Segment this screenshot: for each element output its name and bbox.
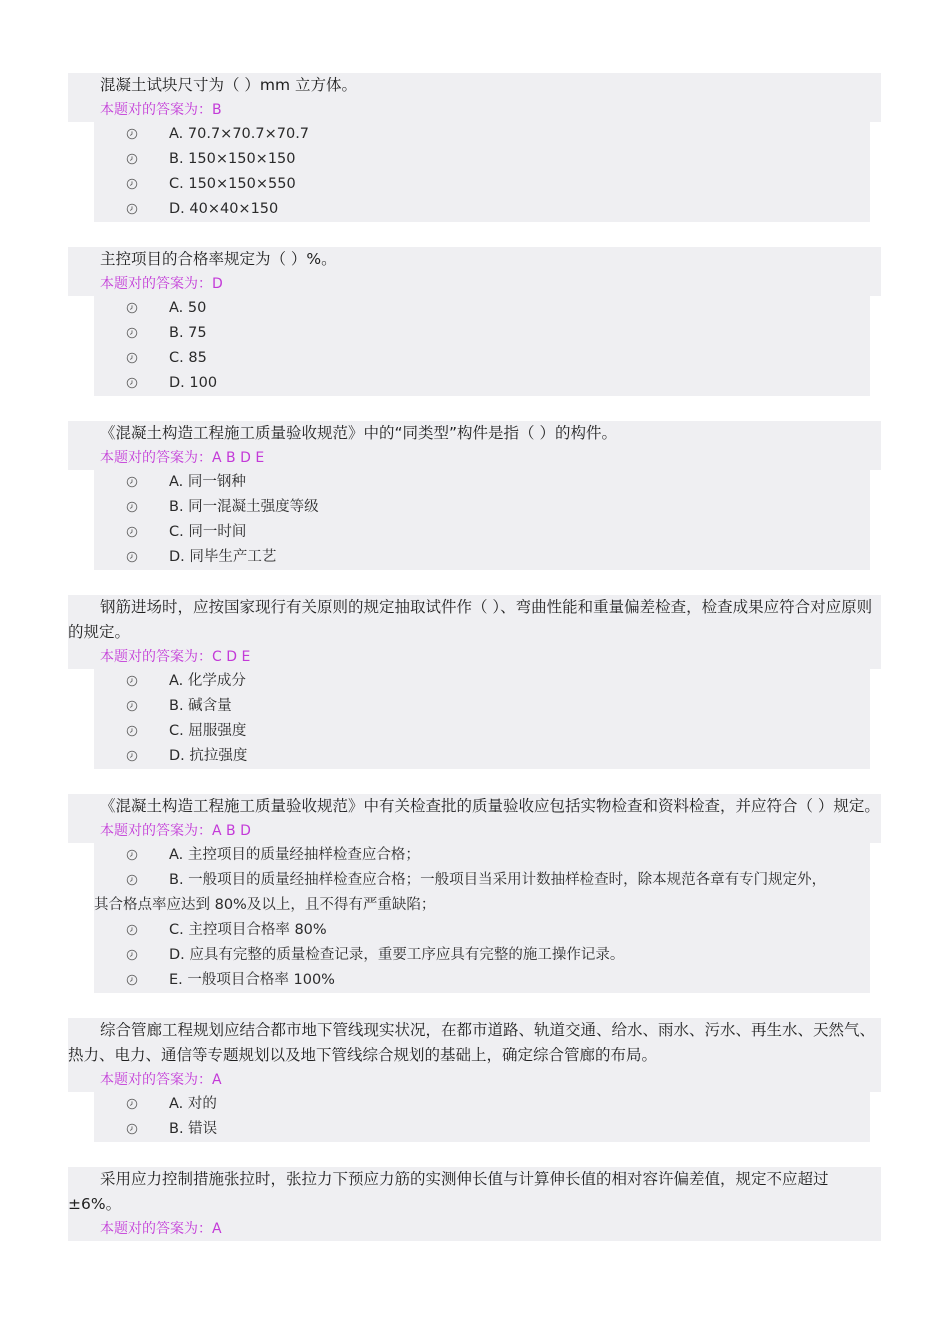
option-label: D. 抗拉强度 bbox=[169, 748, 248, 764]
option-item[interactable] bbox=[94, 1092, 870, 1117]
question-text: 钢筋进场时，应按国家现行有关原则的规定抽取试件作（ ）、弯曲性能和重量偏差检查，检查成果应符合对应原则的规定。 bbox=[68, 598, 873, 641]
answer-prefix: 本题对的答案为： bbox=[100, 823, 212, 839]
radio-clock-icon[interactable] bbox=[94, 172, 169, 190]
question-text: 《混凝土构造工程施工质量验收规范》中有关检查批的质量验收应包括实物检查和资料检查，并应符合（ ）规定。 bbox=[100, 797, 880, 815]
option-item[interactable] bbox=[94, 868, 870, 893]
option-item[interactable] bbox=[94, 744, 870, 769]
answer-value: A bbox=[212, 1072, 222, 1088]
answer-prefix: 本题对的答案为： bbox=[100, 1072, 212, 1088]
answer-value: A B D bbox=[212, 823, 251, 839]
correct-answer bbox=[68, 98, 881, 122]
question-header bbox=[68, 1167, 881, 1241]
option-label: A. 化学成分 bbox=[169, 673, 246, 689]
option-label: D. 应具有完整的质量检查记录，重要工序应具有完整的施工操作记录。 bbox=[169, 947, 625, 963]
option-label: E. 一般项目合格率 100% bbox=[169, 972, 335, 988]
option-label: A. 对的 bbox=[169, 1096, 217, 1112]
option-item[interactable] bbox=[94, 470, 870, 495]
radio-clock-icon[interactable] bbox=[94, 943, 169, 961]
radio-clock-icon[interactable] bbox=[94, 147, 169, 165]
question-header bbox=[68, 595, 881, 669]
option-continuation: 其合格点率应达到 80%及以上，且不得有严重缺陷； bbox=[94, 897, 436, 913]
options-list bbox=[94, 296, 870, 396]
option-label: B. 150×150×150 bbox=[169, 151, 296, 167]
answer-value: D bbox=[212, 276, 223, 292]
options-list bbox=[94, 1092, 870, 1142]
radio-clock-icon[interactable] bbox=[94, 868, 169, 886]
radio-clock-icon[interactable] bbox=[94, 296, 169, 314]
radio-clock-icon[interactable] bbox=[94, 744, 169, 762]
option-label: C. 85 bbox=[169, 350, 207, 366]
option-label: D. 同毕生产工艺 bbox=[169, 549, 277, 565]
radio-clock-icon[interactable] bbox=[94, 719, 169, 737]
option-item[interactable] bbox=[94, 968, 870, 993]
answer-value: C D E bbox=[212, 649, 251, 665]
option-label: D. 100 bbox=[169, 375, 218, 391]
option-item[interactable] bbox=[94, 943, 870, 968]
option-item[interactable] bbox=[94, 918, 870, 943]
option-label: C. 主控项目合格率 80% bbox=[169, 922, 327, 938]
radio-clock-icon[interactable] bbox=[94, 1092, 169, 1110]
question-text: 主控项目的合格率规定为（ ）%。 bbox=[100, 250, 337, 268]
option-item[interactable] bbox=[94, 545, 870, 570]
radio-clock-icon[interactable] bbox=[94, 968, 169, 986]
question-header bbox=[68, 421, 881, 470]
question-text: 《混凝土构造工程施工质量验收规范》中的“同类型”构件是指（ ）的构件。 bbox=[100, 424, 617, 442]
question-text: 混凝土试块尺寸为（ ）mm 立方体。 bbox=[100, 76, 358, 94]
option-item[interactable] bbox=[94, 669, 870, 694]
question-text: 综合管廊工程规划应结合都市地下管线现实状况，在都市道路、轨道交通、给水、雨水、污水、再生水、天然气、热力、电力、通信等专题规划以及地下管线综合规划的基础上，确定综合管廊的布局。 bbox=[68, 1021, 876, 1064]
question-list bbox=[68, 73, 881, 1266]
correct-answer bbox=[68, 446, 881, 470]
option-label: D. 40×40×150 bbox=[169, 201, 279, 217]
answer-value: A B D E bbox=[212, 450, 265, 466]
option-item[interactable] bbox=[94, 1117, 870, 1142]
option-item[interactable] bbox=[94, 346, 870, 371]
question-header bbox=[68, 1018, 881, 1092]
radio-clock-icon[interactable] bbox=[94, 1117, 169, 1135]
option-label: B. 一般项目的质量经抽样检查应合格；一般项目当采用计数抽样检查时，除本规范各章有专门规定外， bbox=[169, 872, 827, 888]
option-item[interactable] bbox=[94, 495, 870, 520]
radio-clock-icon[interactable] bbox=[94, 520, 169, 538]
option-label: C. 150×150×550 bbox=[169, 176, 296, 192]
options-list bbox=[94, 122, 870, 222]
radio-clock-icon[interactable] bbox=[94, 545, 169, 563]
radio-clock-icon[interactable] bbox=[94, 669, 169, 687]
question-header bbox=[68, 247, 881, 296]
answer-value: A bbox=[212, 1221, 222, 1237]
question-block bbox=[68, 1167, 881, 1241]
question-header bbox=[68, 73, 881, 122]
answer-value: B bbox=[212, 102, 222, 118]
radio-clock-icon[interactable] bbox=[94, 122, 169, 140]
options-list bbox=[94, 843, 870, 993]
option-label: B. 同一混凝土强度等级 bbox=[169, 499, 319, 515]
option-item[interactable] bbox=[94, 719, 870, 744]
option-label: B. 碱含量 bbox=[169, 698, 232, 714]
option-item[interactable] bbox=[94, 197, 870, 222]
radio-clock-icon[interactable] bbox=[94, 321, 169, 339]
option-item[interactable] bbox=[94, 321, 870, 346]
question-block bbox=[68, 421, 881, 570]
answer-prefix: 本题对的答案为： bbox=[100, 276, 212, 292]
radio-clock-icon[interactable] bbox=[94, 197, 169, 215]
radio-clock-icon[interactable] bbox=[94, 918, 169, 936]
option-item[interactable] bbox=[94, 520, 870, 545]
radio-clock-icon[interactable] bbox=[94, 694, 169, 712]
question-block bbox=[68, 794, 881, 993]
option-item[interactable] bbox=[94, 122, 870, 147]
option-label: A. 70.7×70.7×70.7 bbox=[169, 126, 310, 142]
answer-prefix: 本题对的答案为： bbox=[100, 1221, 212, 1237]
answer-prefix: 本题对的答案为： bbox=[100, 450, 212, 466]
correct-answer bbox=[68, 645, 881, 669]
question-block bbox=[68, 73, 881, 222]
radio-clock-icon[interactable] bbox=[94, 346, 169, 364]
option-label: B. 错误 bbox=[169, 1121, 218, 1137]
question-header bbox=[68, 794, 881, 843]
option-label: A. 50 bbox=[169, 300, 207, 316]
option-item[interactable] bbox=[94, 371, 870, 396]
option-item[interactable] bbox=[94, 694, 870, 719]
answer-prefix: 本题对的答案为： bbox=[100, 102, 212, 118]
option-item[interactable] bbox=[94, 843, 870, 868]
question-block bbox=[68, 247, 881, 396]
option-item[interactable] bbox=[94, 296, 870, 321]
option-label: C. 同一时间 bbox=[169, 524, 247, 540]
option-label: C. 屈服强度 bbox=[169, 723, 247, 739]
option-item[interactable] bbox=[94, 172, 870, 197]
question-block bbox=[68, 1018, 881, 1142]
options-list bbox=[94, 669, 870, 769]
correct-answer bbox=[68, 1217, 881, 1241]
answer-prefix: 本题对的答案为： bbox=[100, 649, 212, 665]
radio-clock-icon[interactable] bbox=[94, 470, 169, 488]
question-text: 采用应力控制措施张拉时，张拉力下预应力筋的实测伸长值与计算伸长值的相对容许偏差值，规定不应超过±6%。 bbox=[68, 1170, 829, 1213]
correct-answer bbox=[68, 1068, 881, 1092]
correct-answer bbox=[68, 819, 881, 843]
radio-clock-icon[interactable] bbox=[94, 371, 169, 389]
option-label: B. 75 bbox=[169, 325, 207, 341]
radio-clock-icon[interactable] bbox=[94, 843, 169, 861]
radio-clock-icon[interactable] bbox=[94, 495, 169, 513]
option-item[interactable] bbox=[94, 147, 870, 172]
question-block bbox=[68, 595, 881, 769]
option-label: A. 主控项目的质量经抽样检查应合格； bbox=[169, 847, 420, 863]
options-list bbox=[94, 470, 870, 570]
correct-answer bbox=[68, 272, 881, 296]
option-label: A. 同一钢种 bbox=[169, 474, 246, 490]
